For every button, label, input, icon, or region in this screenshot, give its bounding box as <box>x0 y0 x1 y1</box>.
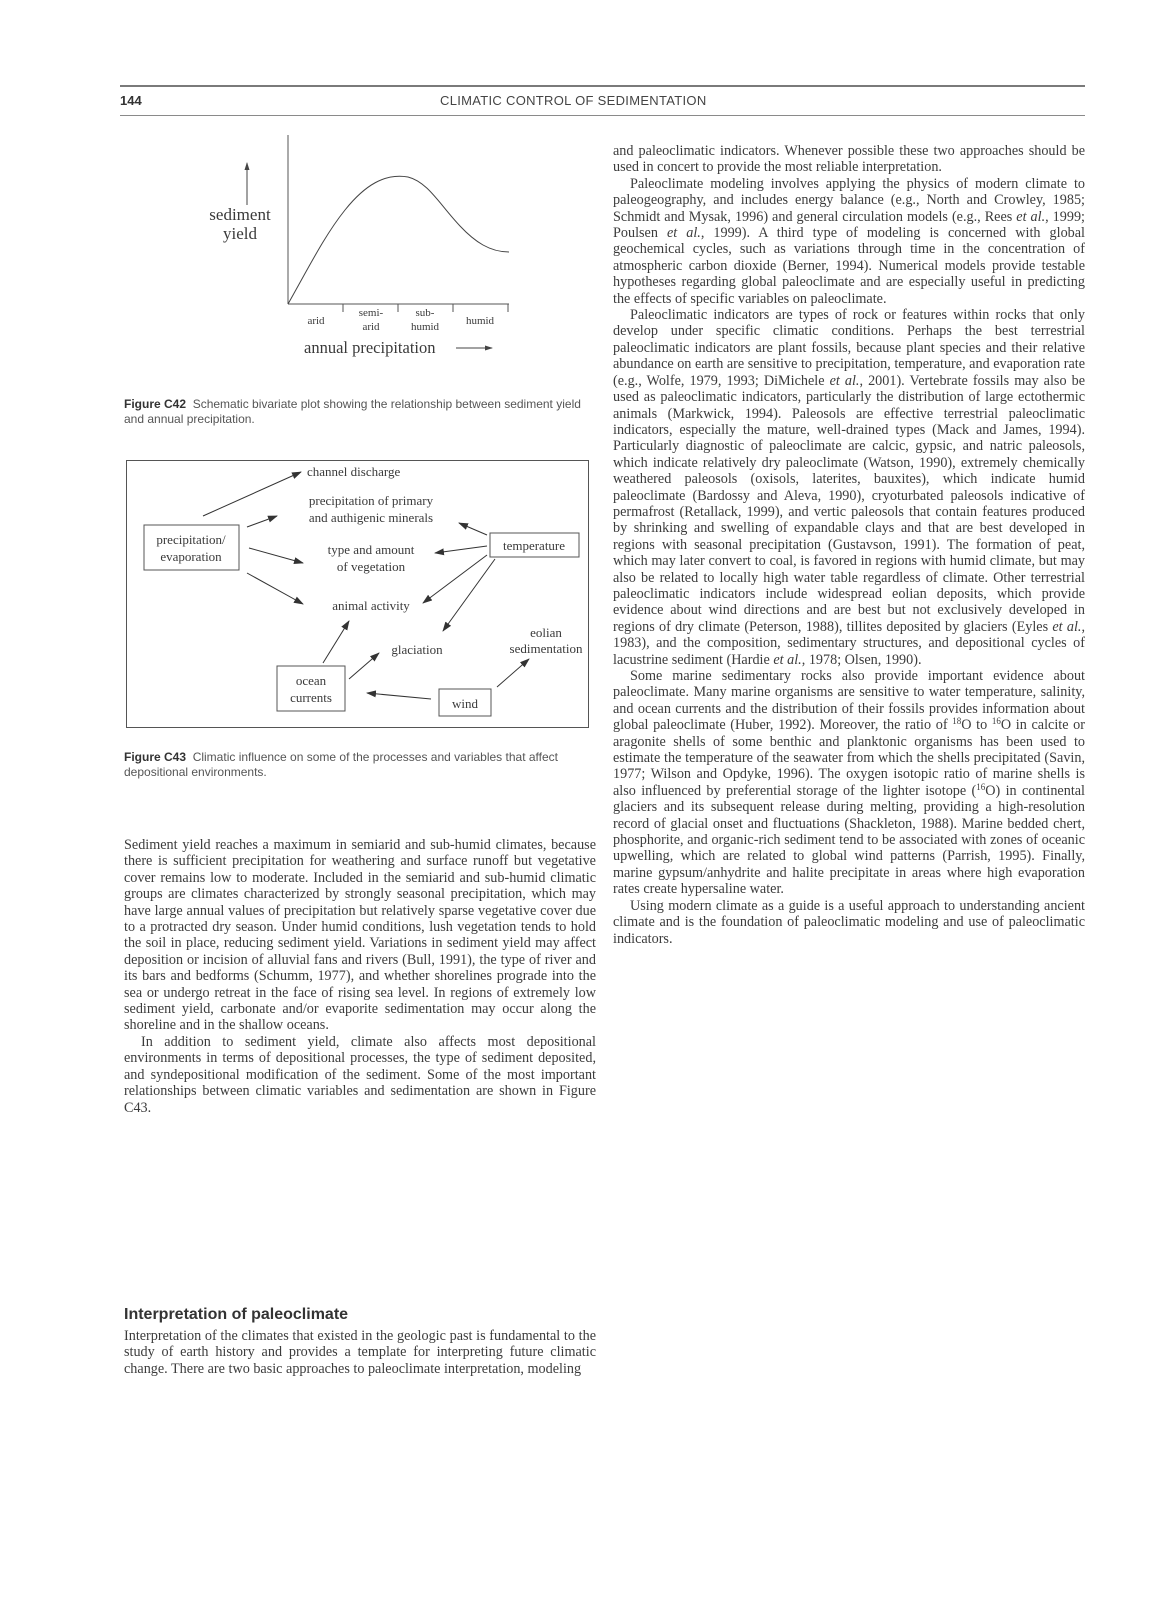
paragraph: Using modern climate as a guide is a useful approach to understanding ancient climate and is the foundation of paleoclimatic modeling and use of paleoclimatic indicators. <box>613 897 1085 947</box>
arrow-icon <box>459 523 487 535</box>
page-number: 144 <box>120 93 142 108</box>
node-label: animal activity <box>332 598 410 613</box>
node-label: temperature <box>502 538 566 553</box>
arrow-icon <box>443 559 495 631</box>
arrow-icon <box>249 548 303 563</box>
left-column-body-2 <box>124 1328 596 1377</box>
node-label: channel discharge <box>307 464 401 479</box>
category-label: arid <box>307 315 325 327</box>
caption-label: Figure C42 <box>124 397 187 411</box>
arrow-icon <box>367 693 431 699</box>
node-label: and authigenic minerals <box>308 510 434 525</box>
caption-text: Climatic influence on some of the processes and variables that affect depositional environments. <box>124 750 558 779</box>
right-column-body <box>613 143 1085 947</box>
arrow-icon <box>349 653 379 679</box>
category-label: semi- <box>358 307 384 319</box>
x-axis-label: annual precipitation <box>304 338 436 357</box>
category-label: humid <box>465 315 495 327</box>
running-title: CLIMATIC CONTROL OF SEDIMENTATION <box>440 93 707 108</box>
arrow-icon <box>203 472 301 516</box>
paragraph: Paleoclimate modeling involves applying the physics of modern climate to paleogeography, and includes energy balance (e.g., North and Crowley, 1985; Schmidt and Mysak, 1996) and general circulation models (e.g., Rees et al., 1999; Poulsen et al., 1999). A third type of modeling is concerned with global geochemical cycles, such as variations through time in the concentration of atmospheric carbon dioxide (Berner, 1994). Numerical models provide testable hypotheses regarding global paleoclimate and are especially useful in predicting the effects of specific variables on paleoclimate. <box>613 175 1086 307</box>
category-label: arid <box>362 321 380 333</box>
figure-c43-diagram <box>126 460 589 728</box>
caption-label: Figure C43 <box>124 750 187 764</box>
node-label: type and amount <box>327 542 415 557</box>
left-column-body <box>124 837 596 1116</box>
running-header <box>120 85 1085 116</box>
paragraph: Sediment yield reaches a maximum in semiarid and sub-humid climates, because there is sufficient precipitation for weathering and surface runoff but vegetative cover remains low to moderate. Included in the semiarid and sub-humid climatic groups are climates characterized by strongly seasonal precipitation, which may have large annual values of precipitation but relatively sparse vegetative cover due to a protracted dry season. Under humid conditions, lush vegetation tends to hold the soil in place, reducing sediment yield. Variations in sediment yield may affect deposition or incision of alluvial fans and rivers (Bull, 1991), the type of river and its bars and bedforms (Schumm, 1977), and whether shorelines prograde into the sea or undergo retreat in the face of rising sea level. In regions of extremely low sediment yield, carbonate and/or evaporite sedimentation may occur along the shoreline and in the shallow oceans. <box>124 837 596 1034</box>
node-label: wind <box>452 696 478 711</box>
node-label: precipitation of primary <box>308 493 434 508</box>
figure-c43-caption <box>124 750 596 779</box>
node-label: sedimentation <box>509 641 583 656</box>
paragraph: In addition to sediment yield, climate also affects most depositional environments in terms of depositional processes, the type of sediment deposited, and syndepositional modification of the sediment. Some of the most important relationships between climatic variables and sedimentation are shown in Figure C43. <box>124 1033 596 1116</box>
node-label: precipitation/ <box>156 532 226 547</box>
figure-c42-plot <box>180 130 530 390</box>
paragraph: Interpretation of the climates that existed in the geologic past is fundamental to the study of earth history and provides a template for interpreting future climatic change. There are two basic approaches to paleoclimate interpretation, modeling <box>124 1328 596 1377</box>
paragraph: and paleoclimatic indicators. Whenever possible these two approaches should be used in concert to provide the most reliable interpretation. <box>613 143 1085 176</box>
figure-c42-caption <box>124 397 596 426</box>
arrow-icon <box>247 516 277 527</box>
arrow-icon <box>323 621 349 663</box>
arrow-icon <box>423 555 487 603</box>
sediment-yield-curve <box>288 176 509 304</box>
y-axis-label-line2: yield <box>223 224 257 243</box>
node-label: of vegetation <box>336 559 406 574</box>
node-label: evaporation <box>160 549 222 564</box>
node-label: ocean <box>295 673 327 688</box>
arrow-icon <box>435 546 487 553</box>
node-label: eolian <box>530 625 562 640</box>
y-axis-label-line1: sediment <box>209 205 271 224</box>
category-label: sub- <box>415 307 435 319</box>
paragraph: Paleoclimatic indicators are types of rock or features within rocks that only develop under specific climatic conditions. Perhaps the best terrestrial paleoclimatic indicators are plant fossils, because plant species and their relative abundance on earth are sensitive to precipitation, temperature, and evaporation rate (e.g., Wolfe, 1979, 1993; DiMichele et al., 2001). Vertebrate fossils may also be used as paleoclimatic indicators, particularly the distribution of large ectothermic animals (Markwick, 1994). Paleosols are effective terrestrial paleoclimatic indicators, especially the mature, well-drained types (Mack and James, 1994). Particularly diagnostic of paleoclimate are calcic, gypsic, and natric paleosols, which indicate relatively dry paleoclimate (Watson, 1990), extremely chemically weathered paleosols (oxisols, laterites, bauxites), which indicate humid paleoclimate (Bardossy and Aleva, 1990), cryoturbated paleosols indicative of permafrost (Retallack, 1999), and vertic paleosols that contain features produced by shrinking and swelling of expandable clays and that are best developed in regions with seasonal precipitation (Gustavson, 1991). The formation of peat, which may later convert to coal, is favored in regions with humid climate, but may also be related to locally high water table regardless of climate. Other terrestrial paleoclimatic indicators include widespread eolian deposits, which provide evidence about wind directions and are best but not exclusively developed in regions of dry climate (Peterson, 1988), tillites deposited by glaciers (Eyles et al., 1983), and the composition, sedimentary structures, and depositional cycles of lacustrine sediment (Hardie et al., 1978; Olsen, 1990). <box>613 307 1085 668</box>
caption-text: Schematic bivariate plot showing the relationship between sediment yield and annual precipitation. <box>124 397 581 426</box>
node-label: currents <box>290 690 332 705</box>
category-label: humid <box>410 321 440 333</box>
node-label: glaciation <box>391 642 443 657</box>
paragraph: Some marine sedimentary rocks also provide important evidence about paleoclimate. Many marine organisms are sensitive to water temperature, salinity, and ocean currents and the distribution of their fossils provides information about global paleoclimate (Huber, 1992). Moreover, the ratio of $^{18}$O to $^{16}$O in calcite or aragonite shells of some benthic and planktonic organisms has been used to estimate the temperature of the seawater from which the shells precipitated (Savin, 1977; Wilson and Opdyke, 1996). The oxygen isotopic ratio of marine shells is also influenced by preferential storage of the lighter isotope ($^{16}$O) in continental glaciers and its subsequent release during melting, providing a high-resolution record of glacial onset and fluctuations (Shackleton, 1988). Marine bedded chert, phosphorite, and organic-rich sediment tend to be associated with zones of oceanic upwelling, which are related to global wind patterns (Parrish, 1995). Finally, marine gypsum/anhydrite and halite precipitate in areas where high evaporation rates create hypersaline water. <box>613 668 1085 898</box>
section-heading: Interpretation of paleoclimate <box>124 1306 349 1323</box>
arrow-icon <box>497 659 529 687</box>
arrow-icon <box>247 573 303 604</box>
